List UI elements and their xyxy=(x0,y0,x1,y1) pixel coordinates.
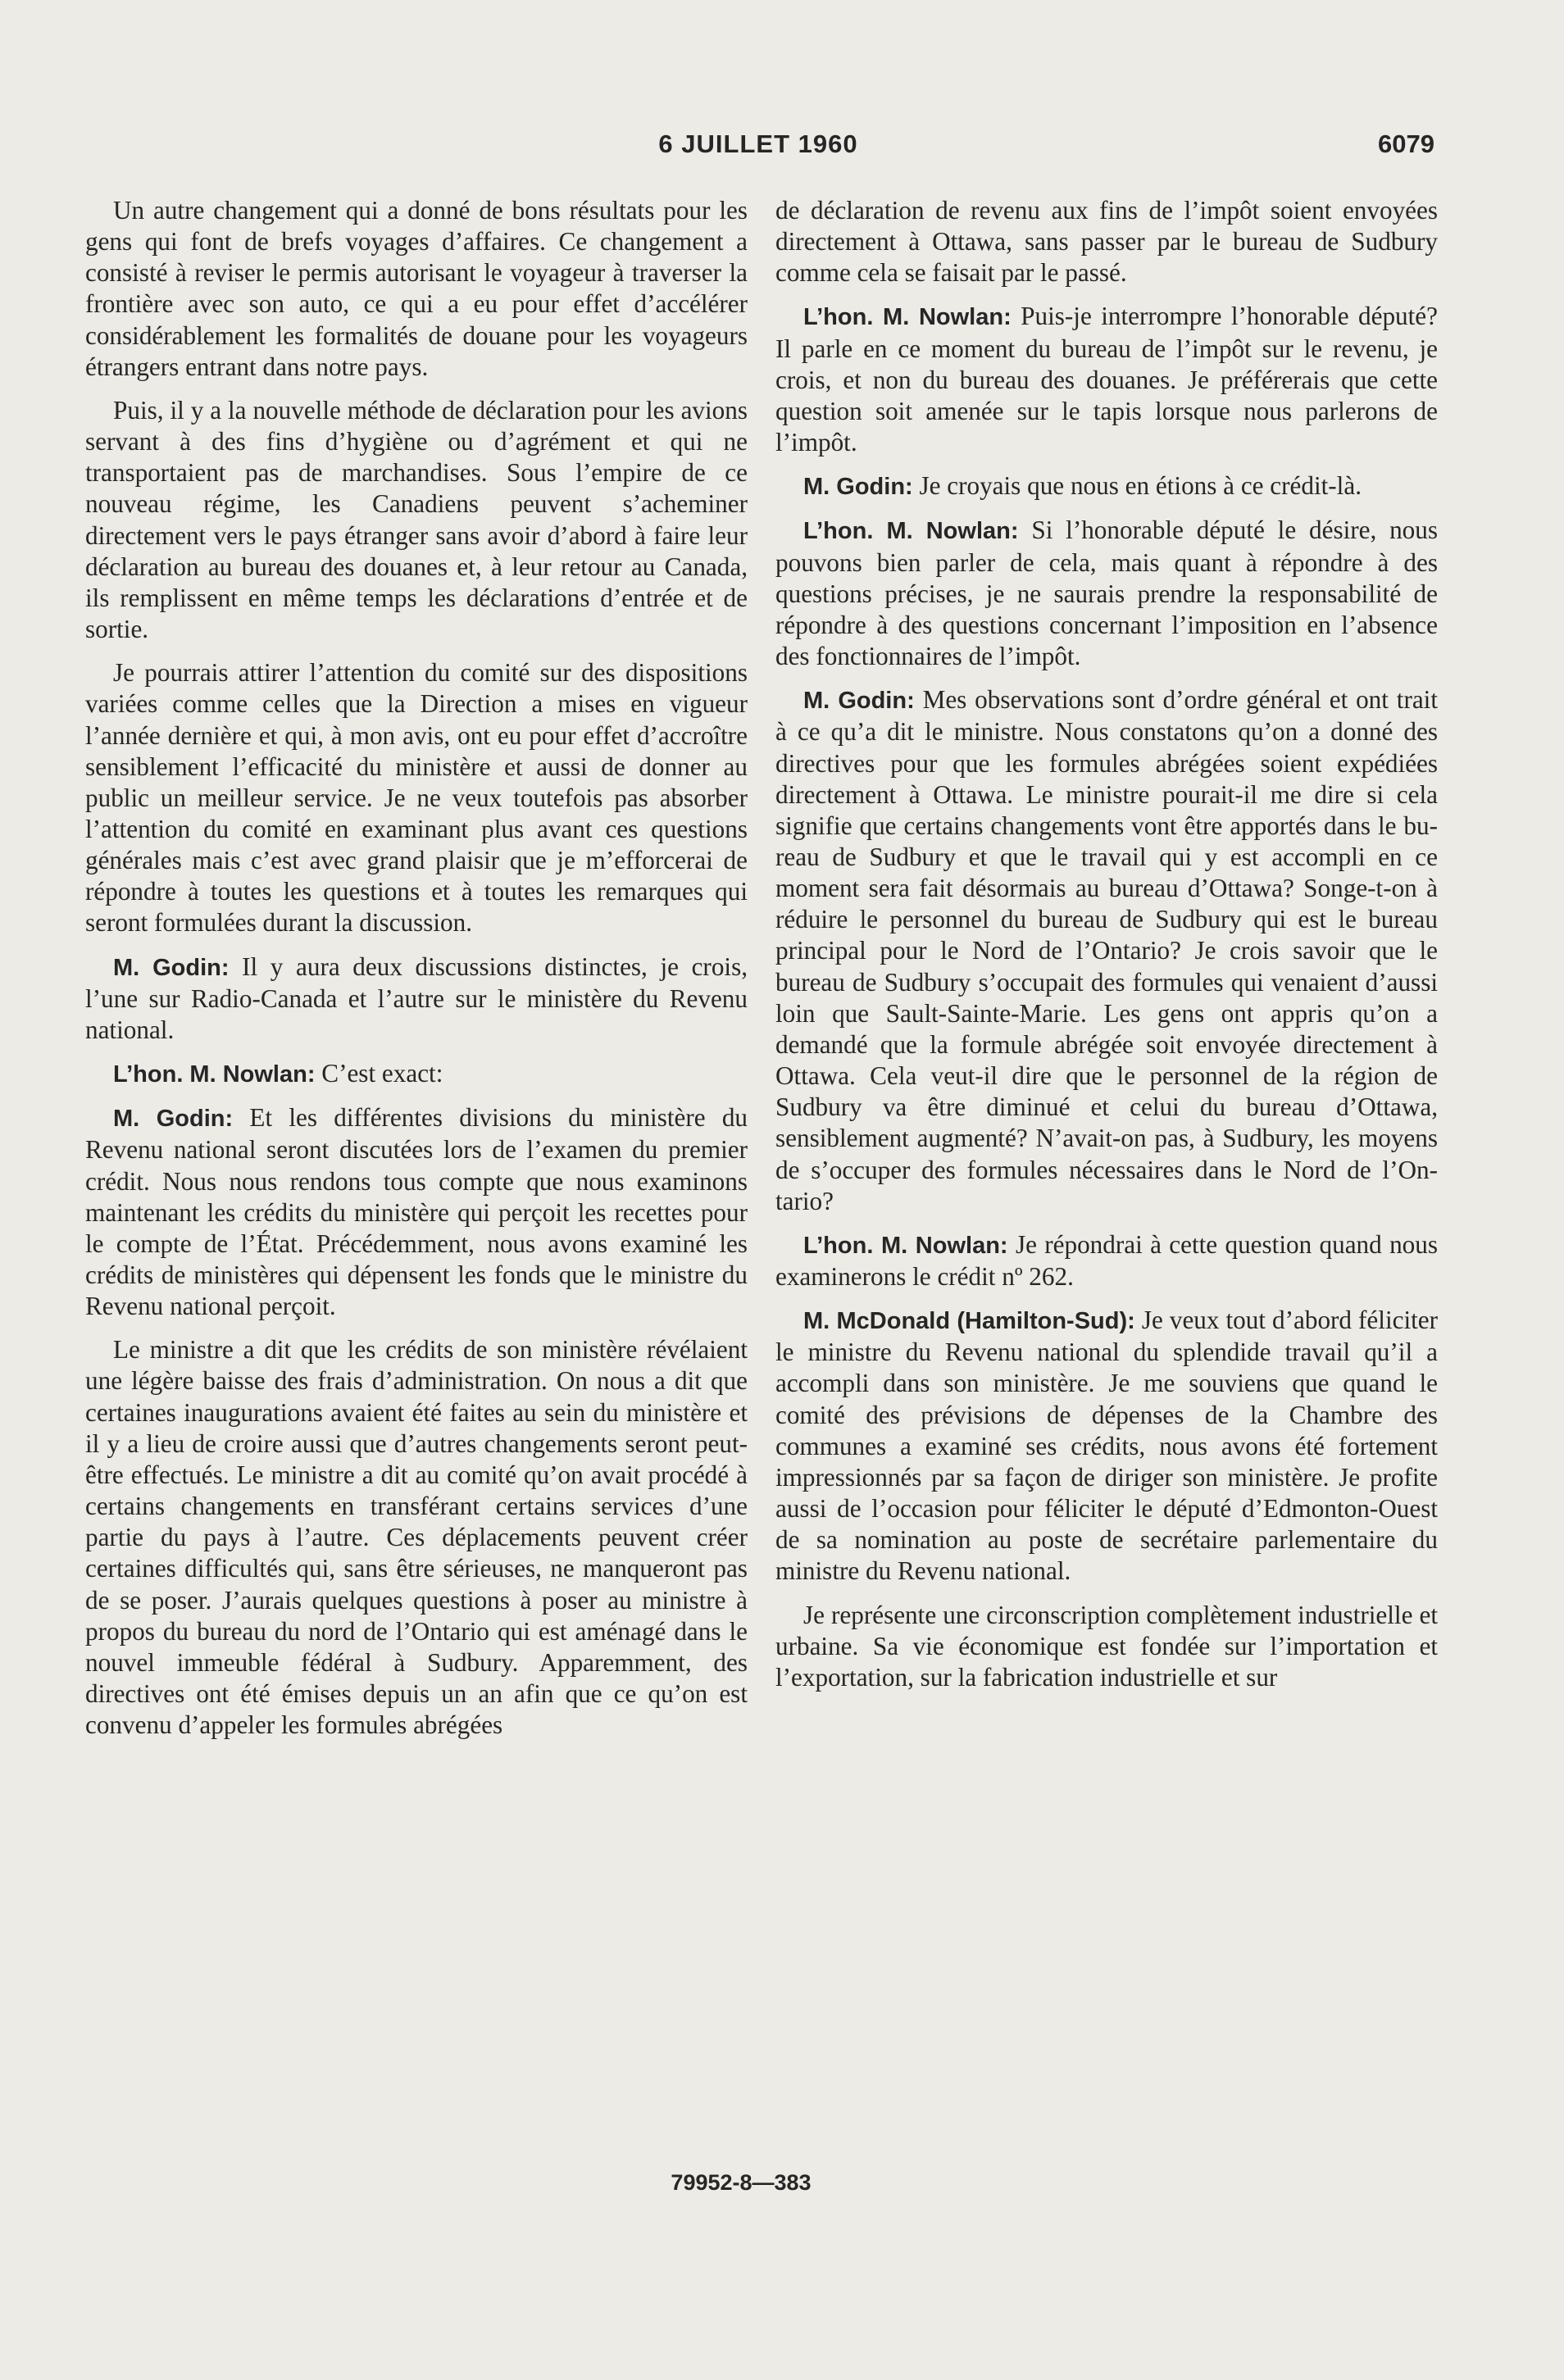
speaker-name: M. McDonald (Hamilton-Sud): xyxy=(803,1308,1135,1335)
paragraph xyxy=(85,395,748,645)
paragraph xyxy=(775,1600,1438,1693)
paragraph-text: Je pourrais attirer l’attention du comité sur des dispositions variées comme celles que la Direction a mises en vigueur l’année dernière et qui, à mon avis, ont eu pour effet d’accroître sensiblement l’efficacité du ministère et aussi de donner au public un meilleur service. Je ne veux toutefois pas absorber l’attention du comité en examinant plus avant ces questions générales mais c’est avec grand plaisir que je m’efforcerai de répondre à toutes les questions et à toutes les remarques qui seront formulées durant la discussion. xyxy=(85,658,748,938)
paragraph-text: Je représente une circonscription complètement industrielle et urbaine. Sa vie économique est fondée sur l’importation et l’exportation, sur la fabrication industrielle et sur xyxy=(775,1600,1438,1692)
paragraph-text: Je répondrai à cette question quand nous examinerons le crédit nº 262. xyxy=(775,1229,1439,1291)
paragraph-text: Si l’honorable député le désire, nous pouvons bien parler de cela, mais quant à répondre à des questions précises, je ne saurais prendre la responsabilité de répondre à des questions concernant l’imposition en l’absence des fonctionnaires de l’impôt. xyxy=(775,516,1439,671)
paragraph-text: Puis-je interrompre l’honorable député? Il parle en ce moment du bureau de l’impôt sur le revenu, je crois, et non du bureau des douanes. Je préférerais que cette question soit amenée sur le tapis lorsque nous parlerons de l’impôt. xyxy=(775,302,1438,457)
speaker-name: L’hon. M. Nowlan: xyxy=(803,1232,1008,1259)
paragraph xyxy=(775,515,1438,672)
paragraph-text: C’est exact: xyxy=(321,1059,443,1088)
speaker-name: L’hon. M. Nowlan: xyxy=(803,518,1019,545)
paragraph xyxy=(85,1102,748,1322)
speaker-name: M. Godin: xyxy=(113,954,230,981)
paragraph xyxy=(85,1334,748,1741)
paragraph-text: Le ministre a dit que les crédits de son ministère révélaient une légère baisse des frais d’administration. On nous a dit que certaines inaugurations avaient été faites au sein du ministère et il y a lieu de croire aussi que d’autres changements seront peut-être effectués. Le ministre a dit au comité qu’on avait procédé à certains changements en transférant certains services d’une partie du pays à l’autre. Ces déplacements peuvent créer certaines difficultés qui, sans être sérieuses, ne manqueront pas de se poser. J’aurais quelques questions à poser au ministre à propos du bureau du nord de l’Ontario qui est aménagé dans le nouvel immeuble fédéral à Sudbury. Apparemment, des directives ont été émises depuis un an afin que ce qu’on est convenu d’appeler les formules abrégées xyxy=(85,1335,748,1740)
speaker-name: L’hon. M. Nowlan: xyxy=(803,304,1012,331)
paragraph xyxy=(775,1305,1438,1587)
speaker-name: M. Godin: xyxy=(113,1106,234,1133)
speaker-name: M. Godin: xyxy=(803,688,915,715)
paragraph-text: de déclaration de revenu aux fins de l’impôt soient envoyées directement à Ottawa, sans passer par le bureau de Sudbury comme cela se faisait par le passé. xyxy=(775,196,1438,288)
paragraph-text: Mes observations sont d’ordre général et ont trait à ce qu’a dit le ministre. Nous constatons qu’on a donné des directives pour que les formules abrégées soient expédiées directement à Ottawa. Le ministre pourait-il me dire si cela signifie que certains changements vont être apportés dans le bureau de Sudbury et que le travail qui y est accompli en ce moment sera fait désormais au bureau d’Ottawa? Songe-t-on à réduire le personnel du bureau de Sudbury qui est le bureau principal pour le Nord de l’Ontario? Je crois savoir que le bureau de Sudbury s’occupait des formules qui venaient d’aussi loin que Sault-Sainte-Marie. Les gens ont appris qu’on a demandé que la formule abrégée soit envoyée directement à Ottawa. Cela veut-il dire que le personnel de la région de Sudbury va être diminué et celui du bureau d’Ottawa, sensiblement augmenté? N’avait-on pas, à Sudbury, les moyens de s’occuper des formules nécessaires dans le Nord de l’Ontario? xyxy=(775,685,1439,1215)
paragraph xyxy=(775,1229,1438,1292)
speaker-name: L’hon. M. Nowlan: xyxy=(113,1061,316,1088)
page-number: 6079 xyxy=(1378,129,1434,158)
paragraph xyxy=(85,657,748,938)
header-date: 6 JUILLET 1960 xyxy=(658,129,858,158)
paragraph xyxy=(775,301,1438,458)
paragraph-text: Puis, il y a la nouvelle méthode de déclaration pour les avions servant à des fins d’hygiène ou d’agrément et qui ne transportaient pas de marchandises. Sous l’empire de ce nouveau régime, les Canadiens peuvent s’acheminer directement vers le pays étranger sans avoir d’abord à faire leur déclaration au bureau des douanes et, à leur retour au Canada, ils remplissent en même temps les déclarations d’entrée et de sortie. xyxy=(85,395,748,644)
paragraph xyxy=(775,470,1438,502)
right-column xyxy=(775,195,1438,1706)
paragraph xyxy=(85,1058,748,1090)
paragraph xyxy=(85,952,748,1046)
paragraph-text: Il y aura deux discussions distinctes, je crois, l’une sur Radio-Canada et l’autre sur le ministère du Revenu national. xyxy=(85,952,748,1044)
paragraph-text: Je veux tout d’abord féliciter le ministre du Revenu national du splendide travail qu’il a accompli dans son ministère. Je me souviens que quand le comité des prévisions de dépenses de la Chambre des communes a examiné ses crédits, nous avons été fortement impressionnés par sa façon de diriger son ministère. Je profite aussi de l’occasion pour féliciter le député d’Edmonton-Ouest de sa nomination au poste de secrétaire parlementaire du ministre du Revenu national. xyxy=(775,1306,1439,1586)
paragraph-text: Je croyais que nous en étions à ce crédit-là. xyxy=(919,471,1362,501)
paragraph-text: Un autre changement qui a donné de bons résultats pour les gens qui font de brefs voyages d’affaires. Ce changement a consisté à reviser le permis autorisant le voyageur à traverser la frontière avec son auto, ce qui a eu pour effet d’accélérer considérablement les formalités de douane pour les voyageurs étrangers entrant dans notre pays. xyxy=(85,196,748,381)
paragraph-text: Et les différentes divisions du ministère du Revenu national seront discutées lors de l’examen du premier crédit. Nous nous rendons tous compte que nous examinons maintenant les crédits du ministère qui perçoit les recettes pour le compte de l’État. Précédemment, nous avons examiné les crédits de ministères qui dépensent les fonds que le ministre du Revenu national perçoit. xyxy=(85,1103,748,1321)
left-column xyxy=(85,195,748,1753)
paragraph xyxy=(775,684,1438,1217)
paragraph xyxy=(85,195,748,383)
footer-code: 79952-8—383 xyxy=(671,2170,812,2195)
speaker-name: M. Godin: xyxy=(803,474,913,501)
paragraph xyxy=(775,195,1438,288)
page-header xyxy=(82,129,1434,170)
